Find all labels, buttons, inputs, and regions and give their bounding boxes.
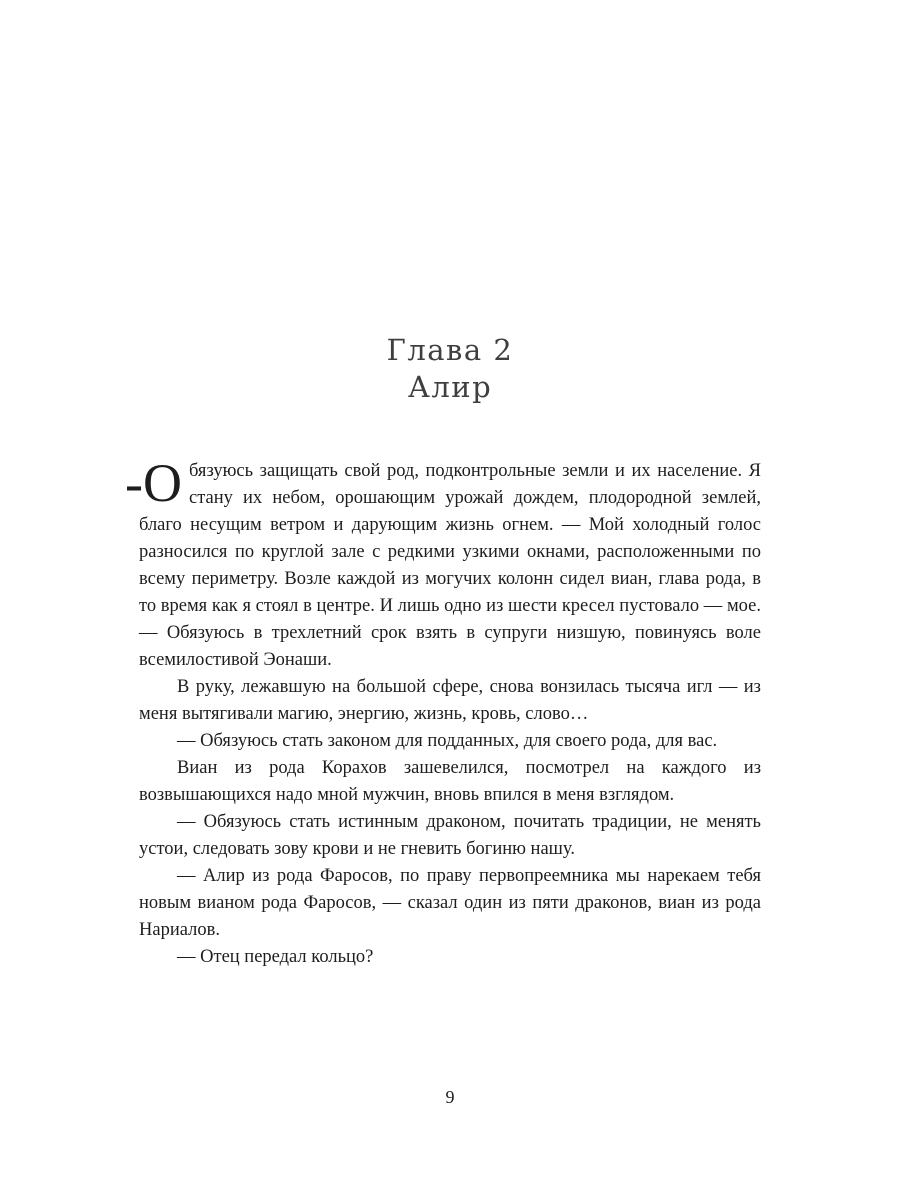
chapter-title: Глава 2 [386, 333, 514, 367]
drop-cap: -О [125, 453, 182, 513]
paragraph: — Обязуюсь стать истинным драконом, почитать традиции, не менять устои, следовать зову крови и не гневить богиню нашу. [139, 812, 761, 859]
body-text [125, 453, 761, 971]
paragraph: — Алир из рода Фаросов, по праву первопреемника мы нарекаем тебя новым вианом рода Фаросов, — сказал один из пяти драконов, виан из рода Нариалов. [139, 866, 761, 940]
paragraph: Виан из рода Корахов зашевелился, посмотрел на каждого из возвышающихся надо мной мужчин, вновь впился в меня взглядом. [139, 758, 761, 805]
chapter-subtitle: Алир [407, 370, 493, 404]
chapter-heading [0, 0, 900, 406]
paragraph: — Отец передал кольцо? [177, 947, 374, 967]
paragraph [125, 453, 761, 674]
page-number: 9 [445, 1087, 455, 1107]
paragraph: В руку, лежавшую на большой сфере, снова вонзилась тысяча игл — из меня вытягивали магию, энергию, жизнь, кровь, слово… [139, 677, 761, 724]
paragraph: — Обязуюсь стать законом для подданных, для своего рода, для вас. [177, 731, 718, 751]
paragraph-text: бязуюсь защищать свой род, подконтрольные земли и их население. Я стану их небом, орошающим урожай дождем, плодородной землей, благо несущим ветром и дарующим жизнь огнем. — Мой холодный голос разносился по круглой зале с редкими узкими окнами, расположенными по всему периметру. Возле каждой из могучих колонн сидел виан, глава рода, в то время как я стоял в центре. И лишь одно из шести кресел пустовало — мое. — Обязуюсь в трехлетний срок взять в супруги низшую, повинуясь воле всемилостивой Эонаши. [139, 461, 761, 670]
